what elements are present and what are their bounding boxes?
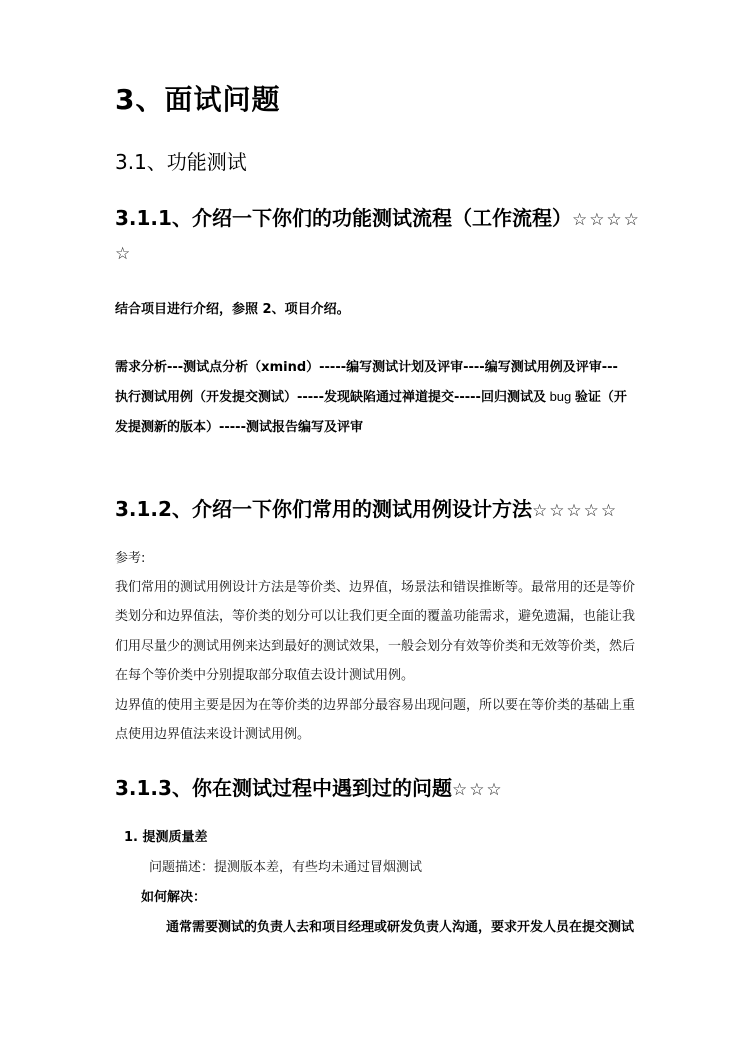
solution-text: 通常需要测试的负责人去和项目经理或研发负责人沟通，要求开发人员在提交测试 (166, 920, 635, 935)
section-heading-3-1-1 (115, 202, 641, 231)
s311-intro: 结合项目进行介绍，参照 2、项目介绍。 (115, 302, 350, 317)
rating-stars-continued: ☆ (115, 244, 133, 264)
rating-stars: ☆☆☆☆ (571, 210, 641, 230)
section-heading-3-1-2 (115, 493, 618, 522)
list-item-1: 1. 提测质量差 (124, 830, 208, 845)
section-heading-3-1-3 (115, 772, 504, 801)
s312-line-6: 点使用边界值法来设计测试用例。 (115, 727, 311, 742)
flow-line-2-bug: bug (545, 389, 575, 404)
s312-line-4: 在每个等价类中分别提取部分取值去设计测试用例。 (115, 668, 415, 683)
s312-line-5: 边界值的使用主要是因为在等价类的边界部分最容易出现问题，所以要在等价类的基础上重 (115, 698, 636, 713)
s312-line-3: 们用尽量少的测试用例来达到最好的测试效果，一般会划分有效等价类和无效等价类，然后 (115, 639, 636, 654)
rating-stars: ☆☆☆☆☆ (531, 501, 619, 521)
rating-stars: ☆☆☆ (451, 780, 504, 800)
section-heading-3: 3、面试问题 (115, 83, 281, 116)
s311-flow-line-3: 发提测新的版本）-----测试报告编写及评审 (115, 420, 363, 435)
s311-flow-line-2 (115, 386, 627, 405)
heading-3-1-2-text: 3.1.2、介绍一下你们常用的测试用例设计方法 (115, 497, 532, 521)
section-heading-3-1: 3.1、功能测试 (115, 150, 247, 174)
flow-line-2-end: 验证（开 (574, 390, 627, 405)
flow-line-2-start: 执行测试用例（开发提交测试）-----发现缺陷通过禅道提交-----回归测试及 (115, 390, 546, 405)
heading-3-1-1-text: 3.1.1、介绍一下你们的功能测试流程（工作流程） (115, 206, 572, 230)
s312-reference-label: 参考: (115, 551, 146, 566)
solution-label: 如何解决： (141, 890, 207, 905)
problem-description: 问题描述：提测版本差，有些均未通过冒烟测试 (149, 860, 423, 875)
s312-line-2: 类划分和边界值法，等价类的划分可以让我们更全面的覆盖功能需求，避免遗漏，也能让我 (115, 609, 636, 624)
s311-flow-line-1: 需求分析---测试点分析（xmind）-----编写测试计划及评审----编写测试用例及评审--- (115, 360, 618, 375)
s312-line-1: 我们常用的测试用例设计方法是等价类、边界值，场景法和错误推断等。最常用的还是等价 (115, 580, 636, 595)
heading-3-1-3-text: 3.1.3、你在测试过程中遇到过的问题 (115, 776, 452, 800)
